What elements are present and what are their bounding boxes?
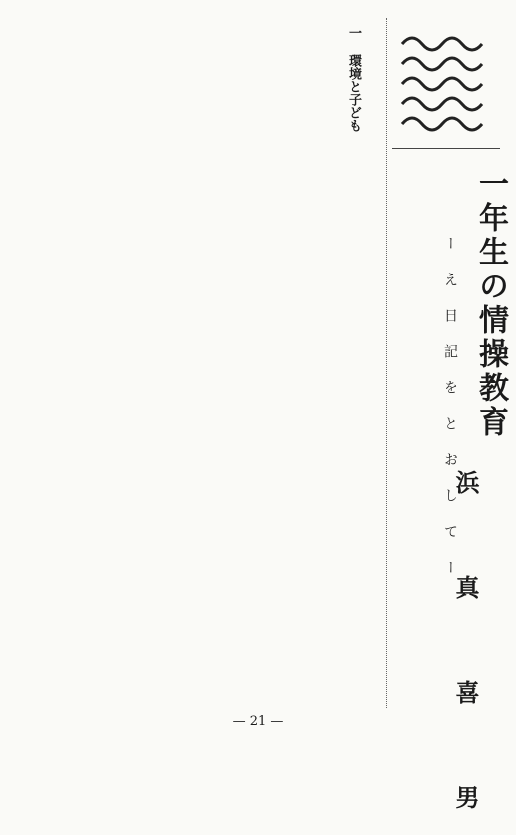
body-column	[144, 26, 162, 656]
section-heading: 一 環境と子ども	[346, 26, 361, 132]
article-title: 一年生の情操教育	[473, 168, 508, 440]
body-column	[320, 26, 338, 656]
article-author: 浜 真 喜 男	[451, 470, 480, 835]
body-column	[276, 26, 294, 656]
column-divider	[386, 18, 387, 708]
logo-graphic	[392, 24, 500, 148]
page-number: — 21 —	[232, 714, 284, 729]
body-column	[188, 26, 206, 656]
decorative-logo	[392, 24, 500, 149]
body-column	[210, 26, 228, 656]
body-column	[298, 26, 316, 656]
body-column	[100, 26, 118, 656]
body-column	[166, 26, 184, 656]
body-column	[78, 26, 96, 656]
body-column	[232, 26, 250, 656]
body-column	[56, 26, 74, 656]
body-column	[34, 26, 52, 656]
body-column	[254, 26, 272, 656]
article-subtitle: ー え 日 記 を と お し て ー	[442, 236, 458, 577]
body-column	[122, 26, 140, 656]
